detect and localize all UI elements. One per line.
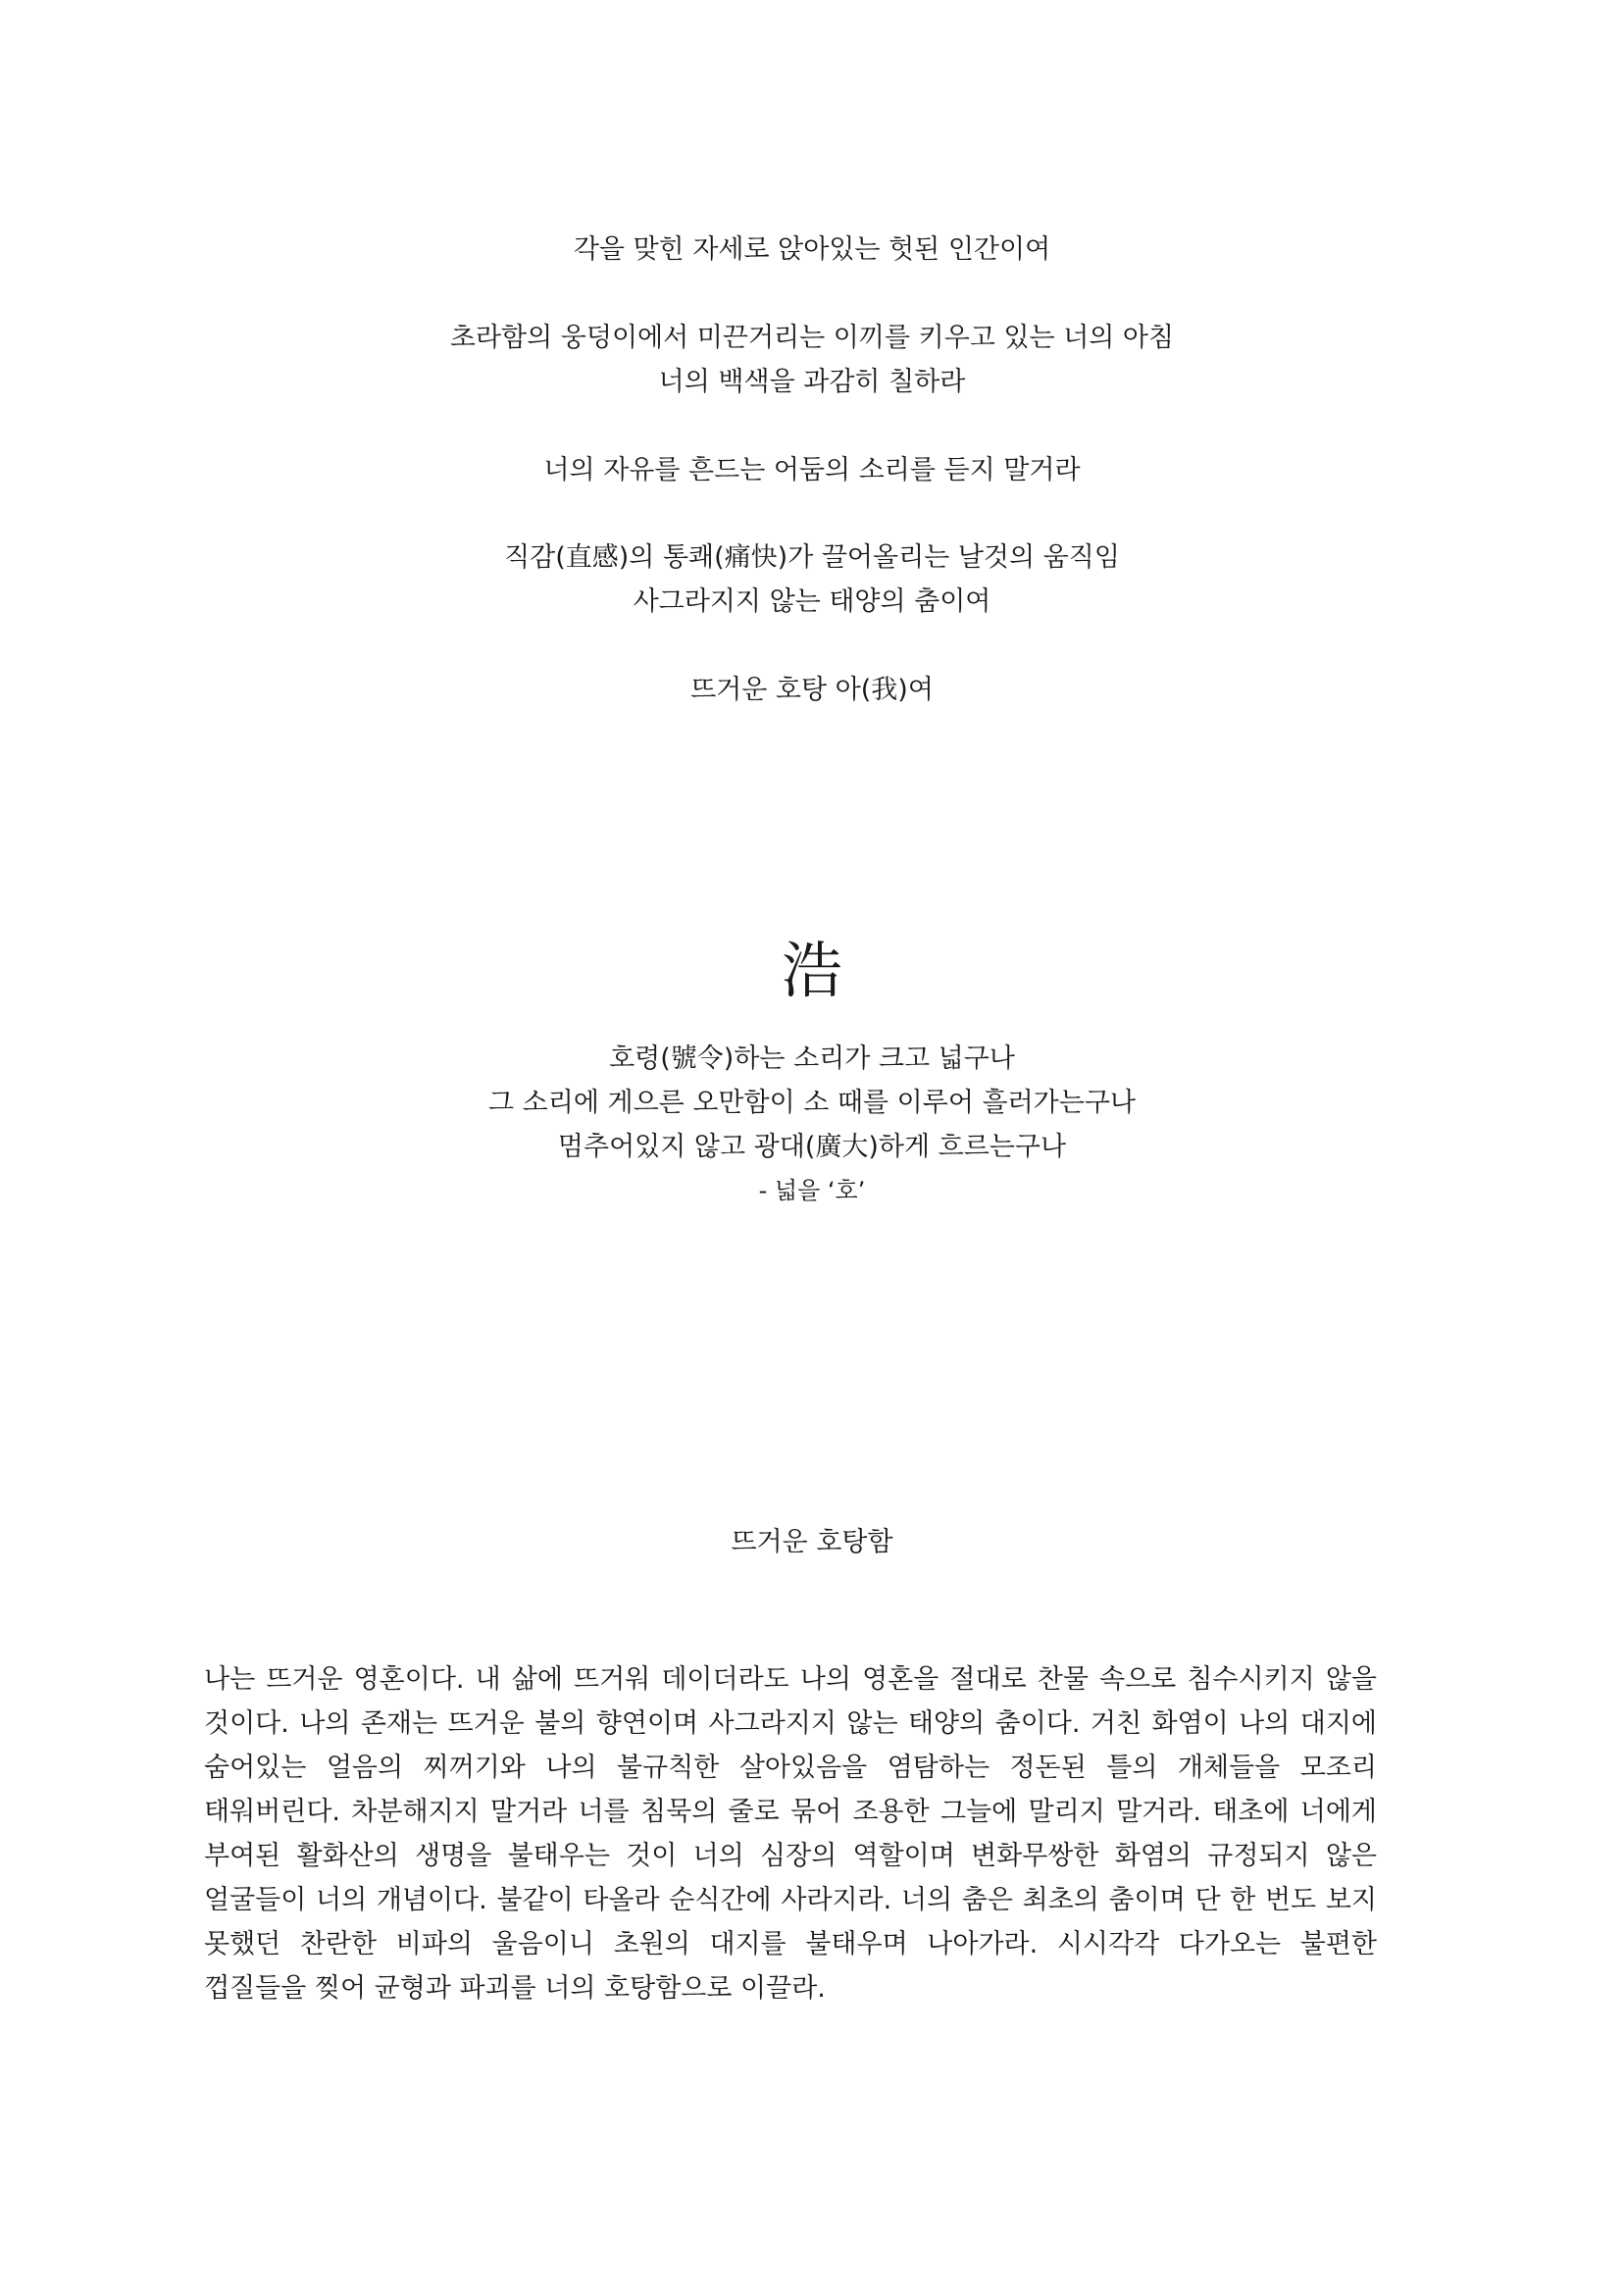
poem-line: 직감(直感)의 통쾌(痛快)가 끌어올리는 날것의 움직임 bbox=[504, 542, 1120, 573]
poem-line: 각을 맞힌 자세로 앉아있는 헛된 인간이여 bbox=[573, 234, 1051, 265]
poem-line: 너의 백색을 과감히 칠하라 bbox=[658, 367, 966, 397]
definition-line: 그 소리에 게으른 오만함이 소 때를 이루어 흘러가는구나 bbox=[488, 1088, 1136, 1118]
poem-line: 너의 자유를 흔드는 어둠의 소리를 듣지 말거라 bbox=[543, 455, 1081, 485]
definition-line: 멈추어있지 않고 광대(廣大)하게 흐르는구나 bbox=[557, 1132, 1067, 1162]
poem-line: 초라함의 웅덩이에서 미끈거리는 이끼를 키우고 있는 너의 아침 bbox=[449, 323, 1175, 353]
essay-body: 나는 뜨거운 영혼이다. 내 삶에 뜨거워 데이더라도 나의 영혼을 절대로 찬물 속으로 침수시키지 않을 것이다. 나의 존재는 뜨거운 불의 향연이며 사그라지지 않는 태양의 춤이다. 거친 화염이 나의 대지에 숨어있는 얼음의 찌꺼기와 나의 불규칙한 살아있음을 염탐하는 정돈된 틀의 개체들을 모조리 태워버린다. 차분해지지 말거라 너를 침묵의 줄로 묶어 조용한 그늘에 말리지 말거라. 태초에 너에게 부여된 활화산의 생명을 불태우는 것이 너의 심장의 역할이며 변화무쌍한 화염의 규정되지 않은 얼굴들이 너의 개념이다. 불같이 타올라 순식간에 사라지라. 너의 춤은 최초의 춤이며 단 한 번도 보지 못했던 찬란한 비파의 울음이니 초원의 대지를 불태우며 나아가라. 시시각각 다가오는 불편한 껍질들을 찢어 균형과 파괴를 너의 호탕함으로 이끌라. bbox=[204, 1664, 1377, 2004]
poem-stanza-2 bbox=[0, 316, 1624, 404]
essay-title: 뜨거운 호탕함 bbox=[731, 1527, 893, 1557]
definition-source: - 넓을 ‘호’ bbox=[758, 1177, 866, 1204]
poem-stanza-5 bbox=[0, 668, 1624, 712]
poem-stanza-4 bbox=[0, 535, 1624, 624]
hanja-character: 浩 bbox=[781, 935, 842, 1006]
poem-stanza-1 bbox=[0, 228, 1624, 272]
definition-line: 호령(號令)하는 소리가 크고 넓구나 bbox=[609, 1043, 1015, 1074]
poem-stanza-3 bbox=[0, 448, 1624, 492]
poem-line: 뜨거운 호탕 아(我)여 bbox=[690, 675, 934, 705]
hanja-definition bbox=[0, 1037, 1624, 1213]
poem-line: 사그라지지 않는 태양의 춤이여 bbox=[633, 586, 991, 617]
